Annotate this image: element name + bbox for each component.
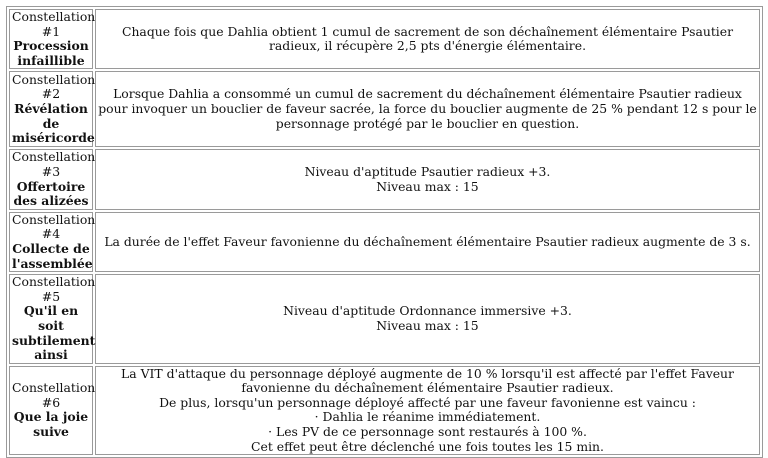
description-line: Niveau max : 15	[376, 317, 479, 333]
constellation-label-cell	[9, 211, 96, 272]
constellation-description	[95, 366, 760, 456]
constellation-number: Constellation #2	[12, 71, 96, 102]
description-line: La VIT d'attaque du personnage déployé augmente de 10 % lorsqu'il est affecté par l'effet Faveur favonienne du déchaînement élémentaire Psautier radieux.	[121, 365, 734, 396]
constellation-number: Constellation #4	[12, 211, 96, 242]
constellation-name: Procession infaillible	[13, 38, 89, 68]
constellation-label-cell	[9, 71, 96, 147]
constellation-name: Que la joie suive	[13, 409, 89, 440]
constellation-label-cell	[9, 274, 96, 364]
constellations-table-container	[6, 6, 763, 458]
constellation-name: Révélation de miséricorde	[12, 101, 95, 146]
constellation-number: Constellation #1	[12, 9, 96, 39]
description-line: La durée de l'effet Faveur favonienne du déchaînement élémentaire Psautier radieux augmente de 3 s.	[104, 233, 751, 249]
constellation-description	[95, 9, 760, 69]
description-line: · Les PV de ce personnage sont restaurés à 100 %.	[268, 424, 587, 440]
table-row	[9, 212, 760, 272]
constellation-number: Constellation #3	[12, 149, 96, 179]
description-line: Chaque fois que Dahlia obtient 1 cumul de sacrement de son déchaînement élémentaire Psautier radieux, il récupère 2,5 pts d'énergie élémentaire.	[121, 23, 734, 54]
table-row	[9, 9, 760, 69]
constellation-description	[95, 149, 760, 209]
constellation-number: Constellation #5	[12, 274, 96, 304]
description-line: · Dahlia le réanime immédiatement.	[314, 409, 541, 425]
constellation-description	[95, 212, 760, 272]
constellation-label-cell	[9, 9, 96, 69]
constellation-name: Collecte de l'assemblée	[12, 240, 93, 271]
description-line: De plus, lorsqu'un personnage déployé affecté par une faveur favonienne est vaincu :	[159, 394, 696, 410]
constellation-label-cell	[9, 366, 96, 456]
description-line: Cet effet peut être déclenché une fois toutes les 15 min.	[251, 438, 604, 454]
constellation-label-cell	[9, 149, 96, 209]
constellation-name: Offertoire des alizées	[13, 178, 89, 209]
constellation-description	[95, 274, 760, 364]
description-line: Lorsque Dahlia a consommé un cumul de sacrement du déchaînement élémentaire Psautier radieux pour invoquer un bouclier de faveur sacrée, la force du bouclier augmente de 25 % pendant 12 s pour le personnage protégé par le bouclier en question.	[98, 86, 757, 131]
constellations-table	[6, 6, 763, 458]
description-line: Niveau d'aptitude Psautier radieux +3.	[304, 163, 551, 179]
constellation-description	[95, 71, 760, 147]
description-line: Niveau d'aptitude Ordonnance immersive +3.	[283, 303, 572, 319]
constellation-number: Constellation #6	[12, 380, 96, 410]
constellation-name: Qu'il en soit subtilement ainsi	[12, 303, 96, 363]
table-row	[9, 274, 760, 364]
description-line: Niveau max : 15	[376, 178, 479, 194]
table-row	[9, 149, 760, 209]
table-row	[9, 366, 760, 456]
table-row	[9, 71, 760, 147]
